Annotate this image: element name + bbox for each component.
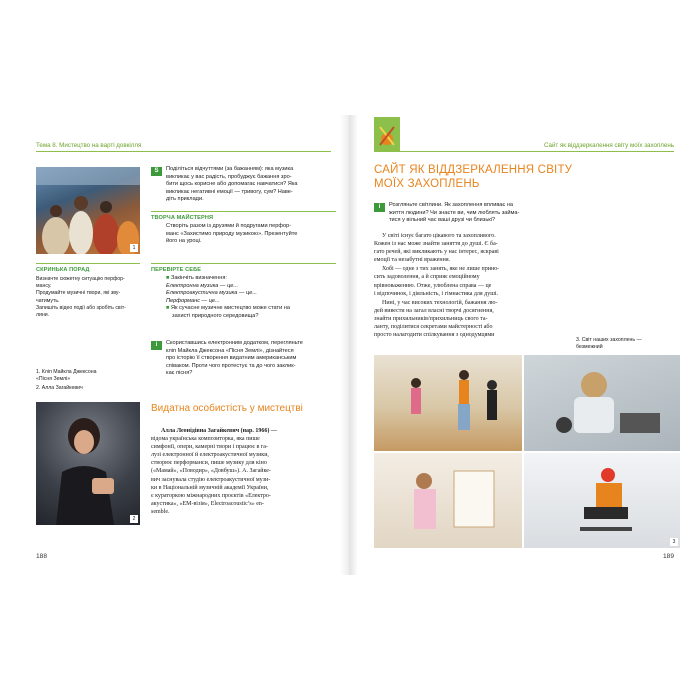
page-number-left: 188 bbox=[36, 553, 48, 560]
right-running-header: Сайт як віддзеркалення світу моїх захоплень bbox=[543, 142, 674, 149]
bullet-icon: ■ bbox=[166, 305, 171, 312]
task-line: тися у вільний час ваші друзі чи близькі? bbox=[389, 217, 496, 224]
check-text bbox=[166, 275, 336, 321]
share-line: бити щось корисне або допомагає навчатися? Яка bbox=[166, 181, 298, 188]
share-line: діть приклади. bbox=[166, 196, 204, 203]
tips-line: Продумайте музичні твори, які зву- bbox=[36, 290, 121, 297]
header-rule bbox=[36, 151, 331, 152]
share-icon: S bbox=[151, 167, 162, 176]
share-line: викликає у вас радість, пробуджує бажання зро- bbox=[166, 173, 292, 180]
personality-line: ки в Національній музичній академії України, bbox=[151, 484, 269, 491]
info-icon: i bbox=[374, 203, 385, 212]
personality-line: відома українська композиторка, яка пише bbox=[151, 436, 260, 443]
creative-line: Створіть разом із друзями й подругами перфор- bbox=[166, 223, 292, 229]
check-item-1-text: Закінчіть визначення: bbox=[170, 275, 227, 281]
check-item-2-text: захисті природного середовища? bbox=[172, 312, 259, 319]
photo-1-badge: 1 bbox=[130, 244, 138, 252]
book-gutter bbox=[340, 115, 358, 575]
photo-hobbies-collage bbox=[374, 355, 680, 548]
dancers-illustration bbox=[374, 355, 522, 451]
check-yourself-box bbox=[151, 263, 336, 321]
task-line: співаком. Проти чого протестує та до чого заклик- bbox=[166, 362, 296, 369]
caption-1: 1. Кліп Майкла Джексона bbox=[36, 369, 97, 375]
page-title bbox=[374, 163, 674, 191]
tips-title: СКРИНЬКА ПОРАД bbox=[36, 267, 90, 273]
creative-title: ТВОРЧА МАЙСТЕРНЯ bbox=[151, 215, 214, 221]
photo-robotics bbox=[524, 355, 680, 451]
caption-3-line: безмежний bbox=[576, 344, 603, 351]
paragraph-line: ланту, поділитися секретами майстерності або bbox=[374, 324, 493, 331]
photo-alla-zagaikevych bbox=[36, 402, 140, 525]
tips-line: лини. bbox=[36, 312, 50, 319]
paragraph-line: Хобі — одне з тих занять, яке не лише прино- bbox=[382, 266, 500, 273]
paragraph-line: Нині, у час високих технологій, бажання лю- bbox=[382, 299, 498, 306]
textbook-spread bbox=[20, 115, 680, 575]
header-rule bbox=[374, 151, 674, 152]
paragraph-line: емоції та незабутні враження. bbox=[374, 257, 451, 264]
photo-2-badge: 2 bbox=[130, 515, 138, 523]
caption-2: 2. Алла Загайкевич bbox=[36, 385, 83, 392]
captions bbox=[36, 369, 146, 393]
skater-illustration bbox=[524, 453, 680, 548]
bullet-icon: ■ bbox=[166, 275, 171, 281]
paragraph-line: сить задоволення, а й сприяє емоційному bbox=[374, 274, 480, 281]
personality-text bbox=[151, 427, 333, 516]
task-text bbox=[389, 202, 559, 225]
photo-michael-jackson-clip bbox=[36, 167, 140, 254]
task-line: кліп Майкла Джексона «Пісня Землі», дізнайтеся bbox=[166, 347, 294, 354]
photo-skateboarding bbox=[524, 453, 680, 548]
personality-line: акустика», «ЕМ-візія», Electroacoustic’s» en- bbox=[151, 500, 264, 507]
tips-line: чатимуть. bbox=[36, 297, 60, 304]
brush-palette-icon bbox=[374, 117, 400, 151]
check-item-2-text: Як сучасне музичне мистецтво може стати на bbox=[170, 305, 290, 312]
creative-text bbox=[166, 223, 336, 246]
chapter-badge-icon bbox=[374, 117, 400, 151]
personality-line: створює перформанси, пише музику для кіно bbox=[151, 460, 267, 467]
paragraph-line: знайти прихильників/прихильниць свого та- bbox=[374, 315, 488, 322]
crowd-illustration bbox=[36, 167, 140, 254]
creative-line: манс «Захистимо природу музикою». Презентуйте bbox=[166, 230, 298, 237]
photo-dance bbox=[374, 355, 522, 451]
page-number-right: 189 bbox=[662, 553, 674, 560]
task-line: життя людини? Чи знаєте ви, чим люблять займа- bbox=[389, 209, 520, 216]
tips-line: Визначте сюжетну ситуацію перфор- bbox=[36, 276, 125, 282]
left-running-header: Тема 8. Мистецтво на варті довкілля bbox=[36, 142, 142, 149]
check-title: ПЕРЕВІРТЕ СЕБЕ bbox=[151, 267, 202, 273]
right-page bbox=[358, 115, 680, 575]
definition-performance: Перформанс — це... bbox=[166, 297, 220, 304]
personality-section bbox=[151, 402, 333, 516]
tips-text bbox=[36, 276, 140, 319]
tips-box bbox=[36, 263, 140, 319]
personality-line: semble. bbox=[151, 508, 170, 515]
personality-line: симфонії, опери, камерні твори і працює в га- bbox=[151, 444, 268, 451]
personality-title: Видатна особистість у мистецтві bbox=[151, 403, 303, 414]
photo-3-badge: 3 bbox=[670, 538, 678, 546]
paragraph-line: просто налагодити спілкування з однодумцями bbox=[374, 332, 495, 339]
creative-line: його на уроці. bbox=[166, 238, 202, 245]
info-icon: i bbox=[151, 341, 162, 350]
share-text bbox=[166, 166, 336, 204]
page-title-line: САЙТ ЯК ВІДДЗЕРКАЛЕННЯ СВІТУ bbox=[374, 164, 573, 176]
robotics-illustration bbox=[524, 355, 680, 451]
creative-workshop-box bbox=[151, 211, 336, 246]
task-line: про історію її створення видатним американським bbox=[166, 355, 297, 362]
paragraph-line: врівноваженню. Отже, улюблена справа — це bbox=[374, 282, 492, 289]
personality-line: лузі електронної й електроакустичної музики, bbox=[151, 452, 269, 459]
personality-line: є кураторкою міжнародних проєктів «Електро- bbox=[151, 492, 271, 499]
photo-painting bbox=[374, 453, 522, 548]
task-line: Скориставшись електронним додатком, перегляньте bbox=[166, 340, 303, 346]
share-line: викликає негативні емоції — тривогу, сум? Наве- bbox=[166, 188, 293, 195]
body-paragraphs bbox=[374, 232, 560, 339]
left-page bbox=[20, 115, 340, 575]
task-line: Розгляньте світлини. Як захоплення впливає на bbox=[389, 202, 513, 208]
share-line: Поділіться відчуттями (за бажанням): яка музика bbox=[166, 166, 294, 172]
definition-electroacoustic: Електроакустична музика — це... bbox=[166, 290, 257, 297]
task-text bbox=[166, 340, 338, 378]
portrait-illustration bbox=[36, 402, 140, 525]
personality-line: («Мамай», «Поводир», «Довбуш»). А. Загайке- bbox=[151, 468, 271, 475]
definition-electronic: Електронна музика — це... bbox=[166, 282, 239, 289]
paragraph-line: Кожен із нас може знайти заняття до душі. Є ба- bbox=[374, 241, 498, 248]
check-item-2 bbox=[166, 305, 336, 313]
paragraph-line: гато речей, які викликають у нас інтерес, яскраві bbox=[374, 249, 499, 256]
caption-1: «Пісня Землі» bbox=[36, 376, 71, 383]
tips-line: Запишіть відео події або зробіть світ- bbox=[36, 304, 126, 311]
paragraph-line: і відпочинок, і діяльність, і гімнастика для душі. bbox=[374, 290, 499, 297]
personality-line: Алла Леонідівна Загайкевич (нар. 1966) — bbox=[161, 428, 277, 434]
task-line: кає пісня? bbox=[166, 370, 193, 377]
caption-3-line: 3. Світ наших захоплень — bbox=[576, 337, 642, 343]
paragraph-line: У світі існує багато цікавого та захопливого. bbox=[382, 233, 496, 239]
personality-line: вич заснувала студію електроакустичної музи- bbox=[151, 476, 271, 483]
caption-3 bbox=[576, 337, 676, 351]
painting-illustration bbox=[374, 453, 522, 548]
check-item-1 bbox=[166, 275, 336, 283]
tips-line: мансу. bbox=[36, 283, 52, 290]
paragraph-line: дей вивести на загал власні творчі досягнення, bbox=[374, 307, 494, 314]
page-title-line: МОЇХ ЗАХОПЛЕНЬ bbox=[374, 178, 480, 190]
